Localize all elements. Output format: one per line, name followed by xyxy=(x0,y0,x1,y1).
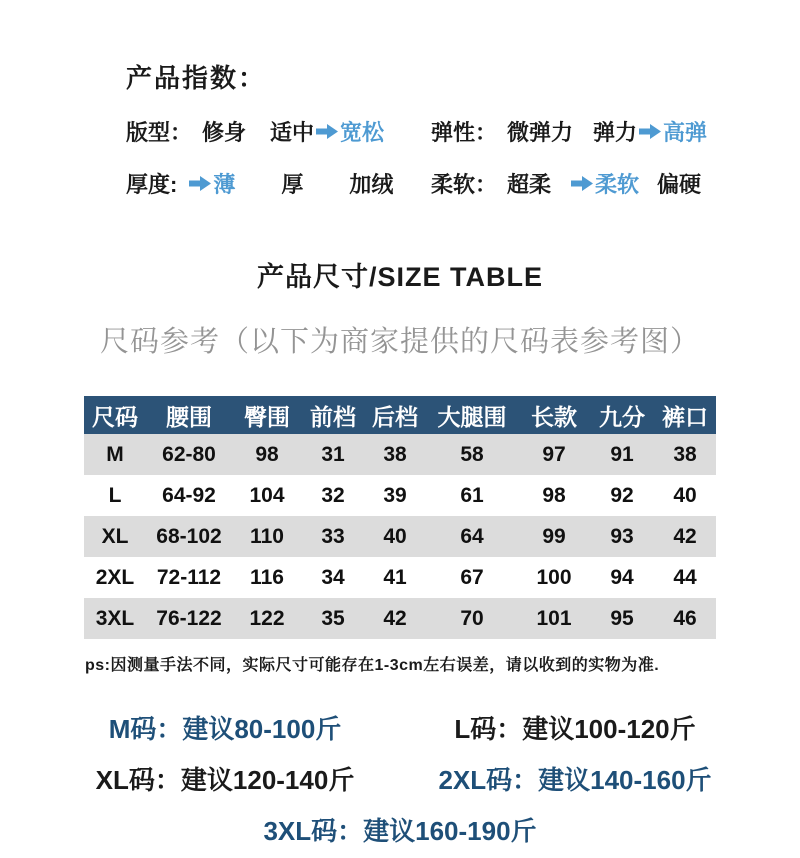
index-row xyxy=(126,116,800,147)
index-label: 柔软： xyxy=(431,172,498,197)
table-cell: 122 xyxy=(249,606,285,630)
table-cell: 70 xyxy=(460,606,484,630)
table-cell: 42 xyxy=(383,606,407,630)
arrow-right-icon xyxy=(316,124,338,139)
index-item-highlight: 柔软 xyxy=(595,172,640,197)
index-item xyxy=(657,168,701,199)
table-cell: 2XL xyxy=(95,565,135,589)
table-cell: 98 xyxy=(255,442,279,466)
table-cell: 41 xyxy=(383,565,407,589)
recommendation-item: L码：建议100-120斤 xyxy=(454,714,696,744)
table-header-cell: 臀围 xyxy=(232,396,302,434)
table-cell: 44 xyxy=(673,565,697,589)
recommendation-item: 3XL码：建议160-190斤 xyxy=(263,816,537,846)
index-group-left xyxy=(126,116,431,147)
measurement-note: ps:因测量手法不同，实际尺寸可能存在1-3cm左右误差，请以收到的实物为准. xyxy=(85,657,660,674)
size-table-title: 产品尺寸/SIZE TABLE xyxy=(256,262,543,292)
table-row xyxy=(84,434,716,475)
arrow-right-icon xyxy=(639,124,661,139)
table-cell: 68-102 xyxy=(156,524,222,548)
index-item-highlight: 高弹 xyxy=(663,120,708,145)
index-item xyxy=(270,116,384,147)
table-header-cell: 长款 xyxy=(518,396,590,434)
index-item xyxy=(569,168,639,199)
index-item xyxy=(281,168,303,199)
table-cell: L xyxy=(108,483,122,507)
index-item xyxy=(349,168,393,199)
table-cell: 38 xyxy=(673,442,697,466)
table-cell: 32 xyxy=(321,483,345,507)
arrow-right-icon xyxy=(571,176,593,191)
table-cell: 33 xyxy=(321,524,345,548)
index-item-text: 厚 xyxy=(281,172,304,197)
table-cell: 101 xyxy=(536,606,572,630)
table-cell: 40 xyxy=(383,524,407,548)
product-index-title: 产品指数： xyxy=(126,63,267,93)
table-cell: 67 xyxy=(460,565,484,589)
index-group-right xyxy=(431,116,707,147)
table-row xyxy=(84,516,716,557)
table-cell: 40 xyxy=(673,483,697,507)
index-item-highlight: 薄 xyxy=(213,172,236,197)
table-cell: 39 xyxy=(383,483,407,507)
index-item-text: 微弹力 xyxy=(507,120,574,145)
table-cell: 34 xyxy=(321,565,345,589)
table-cell: 97 xyxy=(542,442,566,466)
weight-recommendations xyxy=(50,709,750,848)
index-item xyxy=(593,116,707,147)
table-cell: 31 xyxy=(321,442,345,466)
index-item xyxy=(202,116,246,147)
index-item-text: 加绒 xyxy=(349,172,394,197)
index-segments xyxy=(507,116,707,147)
table-cell: 64-92 xyxy=(162,483,216,507)
index-label: 版型： xyxy=(126,120,193,145)
table-cell: 98 xyxy=(542,483,566,507)
table-header-cell: 九分 xyxy=(590,396,654,434)
table-cell: 64 xyxy=(460,524,484,548)
index-item-text: 弹力 xyxy=(593,120,638,145)
table-cell: 94 xyxy=(610,565,634,589)
table-cell: 95 xyxy=(610,606,634,630)
table-cell: 35 xyxy=(321,606,345,630)
table-row xyxy=(84,598,716,639)
size-table xyxy=(84,396,716,639)
table-row xyxy=(84,475,716,516)
index-item xyxy=(507,116,573,147)
table-cell: 38 xyxy=(383,442,407,466)
index-group-left xyxy=(126,168,431,199)
table-cell: 104 xyxy=(249,483,285,507)
index-label: 弹性： xyxy=(431,120,498,145)
index-item-text: 修身 xyxy=(202,120,247,145)
table-cell: XL xyxy=(101,524,129,548)
table-cell: 91 xyxy=(610,442,634,466)
table-cell: 93 xyxy=(610,524,634,548)
table-cell: 110 xyxy=(250,524,284,548)
table-header-cell: 大腿围 xyxy=(426,396,518,434)
product-index-rows xyxy=(126,116,800,199)
index-item xyxy=(507,168,551,199)
table-cell: 62-80 xyxy=(162,442,216,466)
size-reference-subtitle: 尺码参考（以下为商家提供的尺码表参考图） xyxy=(99,326,700,358)
index-segments xyxy=(507,168,701,199)
index-segments xyxy=(202,116,384,147)
table-header-row xyxy=(84,396,716,434)
recommendation-item: M码：建议80-100斤 xyxy=(108,714,342,744)
index-item-highlight: 宽松 xyxy=(340,120,385,145)
recommendation-item: XL码：建议120-140斤 xyxy=(95,765,355,795)
table-header-cell: 前档 xyxy=(302,396,364,434)
index-group-right xyxy=(431,168,701,199)
table-row xyxy=(84,557,716,598)
index-item xyxy=(187,168,235,199)
table-header-cell: 后档 xyxy=(364,396,426,434)
table-cell: 3XL xyxy=(95,606,135,630)
index-item-text: 超柔 xyxy=(507,172,552,197)
table-cell: 46 xyxy=(673,606,697,630)
index-item-text: 偏硬 xyxy=(657,172,702,197)
index-item-text: 适中 xyxy=(270,120,315,145)
table-cell: 76-122 xyxy=(156,606,222,630)
table-cell: 99 xyxy=(542,524,566,548)
index-label: 厚度: xyxy=(126,172,178,197)
index-row xyxy=(126,168,800,199)
table-cell: 61 xyxy=(460,483,484,507)
table-header-cell: 腰围 xyxy=(146,396,232,434)
table-cell: 116 xyxy=(250,565,284,589)
recommendation-item: 2XL码：建议140-160斤 xyxy=(438,765,712,795)
table-header-cell: 尺码 xyxy=(84,396,146,434)
table-cell: 92 xyxy=(610,483,634,507)
table-header-cell: 裤口 xyxy=(654,396,716,434)
table-cell: 72-112 xyxy=(156,565,222,589)
product-index-section xyxy=(126,58,800,199)
index-segments xyxy=(187,168,393,199)
table-cell: 58 xyxy=(460,442,484,466)
table-cell: 42 xyxy=(673,524,697,548)
table-cell: M xyxy=(106,442,124,466)
arrow-right-icon xyxy=(189,176,211,191)
table-cell: 100 xyxy=(536,565,572,589)
